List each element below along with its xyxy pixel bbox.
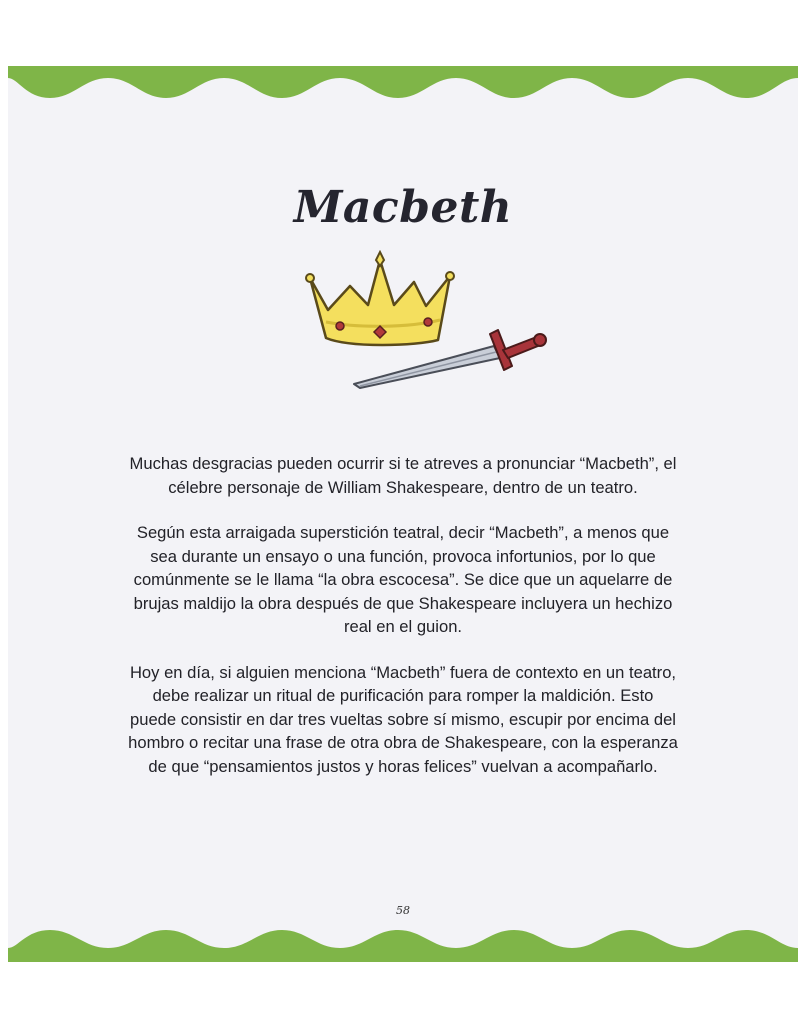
- article-body: [128, 452, 678, 800]
- page-title: Macbeth: [293, 182, 513, 233]
- crown-and-sword-illustration: [298, 250, 558, 390]
- paragraph-superstition: Según esta arraigada superstición teatral, decir “Macbeth”, a menos que sea durante un ensayo o una función, provoca infortunios, por lo que comúnmente se le llama “la obra escocesa”. Se dice que un aquelarre de brujas maldijo la obra después de que Shakespeare incluyera un hechizo real en el guion.: [133, 523, 673, 636]
- bottom-wave-border: [8, 922, 798, 962]
- page-number: 58: [396, 904, 410, 917]
- book-page: [8, 66, 798, 962]
- top-wave-border: [8, 66, 798, 106]
- paragraph-ritual: Hoy en día, si alguien menciona “Macbeth” fuera de contexto en un teatro, debe realizar un ritual de purificación para romper la maldición. Esto puede consistir en dar tres vueltas sobre sí mismo, escupir por encima del hombro o recitar una frase de otra obra de Shakespeare, con la esperanza de que “pensamientos justos y horas felices” vuelvan a acompañarlo.: [128, 662, 678, 776]
- crown-icon: [306, 252, 454, 345]
- paragraph-intro: Muchas desgracias pueden ocurrir si te atreves a pronunciar “Macbeth”, el célebre personaje de William Shakespeare, dentro de un teatro.: [129, 454, 677, 497]
